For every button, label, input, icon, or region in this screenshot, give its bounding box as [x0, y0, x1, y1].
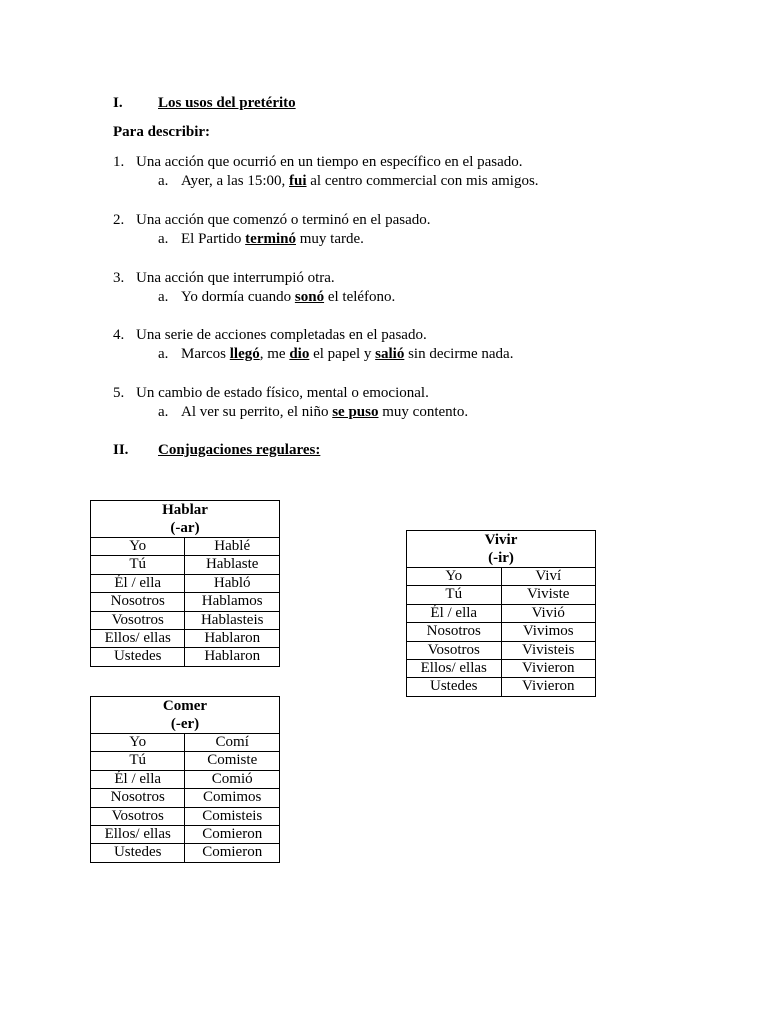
conjugation-cell: Comiste [185, 752, 280, 770]
conjugation-cell: Comisteis [185, 807, 280, 825]
item-number: 1. [113, 154, 125, 170]
verb-ending: (-ir) [488, 550, 514, 566]
conjugation-cell: Comió [185, 770, 280, 788]
preterite-verb: se puso [332, 404, 379, 420]
section1-title: Los usos del pretérito [158, 95, 296, 111]
pronoun-cell: Tú [407, 586, 502, 604]
conjugation-cell: Viví [501, 568, 596, 586]
pronoun-cell: Nosotros [91, 593, 185, 611]
vivir-conjugation-table [406, 530, 596, 697]
table-row [91, 752, 280, 770]
conjugation-cell: Hablé [185, 538, 280, 556]
table-row [407, 568, 596, 586]
example-sentence [181, 403, 468, 421]
preterite-verb: dio [289, 346, 310, 362]
preterite-verb: sonó [294, 289, 325, 305]
table-row [91, 556, 280, 574]
conjugation-cell: Comí [185, 734, 280, 752]
item-text: Una serie de acciones completadas en el pasado. [136, 327, 427, 343]
verb-name: Comer [162, 698, 208, 714]
pronoun-cell: Vosotros [407, 641, 502, 659]
preterite-verb: llegó [229, 346, 260, 362]
example-text: Al ver su perrito, el niño [181, 404, 333, 420]
preterite-verb: fui [289, 173, 307, 189]
section2-number: II. [113, 442, 129, 458]
example-sentence [181, 230, 364, 248]
example-sentence [181, 288, 395, 306]
example-text: muy tarde. [296, 231, 364, 247]
pronoun-cell: Vosotros [91, 611, 185, 629]
pronoun-cell: Ustedes [91, 648, 185, 666]
table-row [407, 678, 596, 696]
item-text: Una acción que comenzó o terminó en el pasado. [136, 212, 431, 228]
conjugation-cell: Vivimos [501, 623, 596, 641]
pronoun-cell: Nosotros [91, 789, 185, 807]
section1-number: I. [113, 95, 123, 111]
table-header [407, 531, 596, 568]
item-text: Una acción que ocurrió en un tiempo en específico en el pasado. [136, 154, 523, 170]
example-text: muy contento. [378, 404, 469, 420]
comer-conjugation-table [90, 696, 280, 863]
conjugation-cell: Vivió [501, 604, 596, 622]
pronoun-cell: Yo [91, 538, 185, 556]
conjugation-cell: Comieron [185, 826, 280, 844]
conjugation-cell: Viviste [501, 586, 596, 604]
example-letter: a. [158, 289, 169, 305]
conjugation-cell: Hablaron [185, 648, 280, 666]
pronoun-cell: Ellos/ ellas [91, 630, 185, 648]
example-text: Yo dormía cuando [181, 289, 295, 305]
verb-name: Vivir [484, 532, 518, 548]
verb-ending: (-er) [170, 716, 200, 732]
example-text: sin decirme nada. [404, 346, 514, 362]
pronoun-cell: Él / ella [91, 770, 185, 788]
table-row [407, 660, 596, 678]
table-row [407, 623, 596, 641]
pronoun-cell: Ellos/ ellas [91, 826, 185, 844]
pronoun-cell: Tú [91, 752, 185, 770]
conjugation-cell: Comieron [185, 844, 280, 862]
item-text: Un cambio de estado físico, mental o emocional. [136, 385, 429, 401]
table-header [91, 501, 280, 538]
pronoun-cell: Ustedes [407, 678, 502, 696]
item-number: 5. [113, 385, 125, 401]
example-sentence [181, 345, 513, 363]
verb-name: Hablar [162, 502, 208, 518]
conjugation-cell: Comimos [185, 789, 280, 807]
example-text: el papel y [309, 346, 376, 362]
example-text: El Partido [181, 231, 246, 247]
item-number: 2. [113, 212, 125, 228]
table-row [91, 844, 280, 862]
table-row [91, 770, 280, 788]
pronoun-cell: Yo [407, 568, 502, 586]
example-text: el teléfono. [324, 289, 396, 305]
table-row [91, 630, 280, 648]
pronoun-cell: Ustedes [91, 844, 185, 862]
pronoun-cell: Él / ella [91, 574, 185, 592]
example-letter: a. [158, 173, 169, 189]
table-row [91, 574, 280, 592]
pronoun-cell: Él / ella [407, 604, 502, 622]
pronoun-cell: Vosotros [91, 807, 185, 825]
pronoun-cell: Yo [91, 734, 185, 752]
conjugation-cell: Habló [185, 574, 280, 592]
example-letter: a. [158, 346, 169, 362]
hablar-conjugation-table [90, 500, 280, 667]
table-row [91, 826, 280, 844]
table-row [407, 641, 596, 659]
preterite-verb: salió [375, 346, 405, 362]
pronoun-cell: Tú [91, 556, 185, 574]
example-letter: a. [158, 404, 169, 420]
pronoun-cell: Ellos/ ellas [407, 660, 502, 678]
item-number: 3. [113, 270, 125, 286]
table-row [91, 593, 280, 611]
table-row [407, 604, 596, 622]
table-row [407, 586, 596, 604]
table-row [91, 789, 280, 807]
table-row [91, 807, 280, 825]
subheading: Para describir: [113, 124, 211, 140]
conjugation-cell: Vivieron [501, 678, 596, 696]
item-text: Una acción que interrumpió otra. [136, 270, 335, 286]
section2-title: Conjugaciones regulares: [158, 442, 321, 458]
conjugation-cell: Vivisteis [501, 641, 596, 659]
conjugation-cell: Hablaron [185, 630, 280, 648]
table-header [91, 697, 280, 734]
verb-ending: (-ar) [170, 520, 200, 536]
item-number: 4. [113, 327, 125, 343]
example-text: Ayer, a las 15:00, [181, 173, 289, 189]
conjugation-cell: Vivieron [501, 660, 596, 678]
preterite-verb: terminó [245, 231, 296, 247]
table-row [91, 611, 280, 629]
table-row [91, 734, 280, 752]
conjugation-cell: Hablasteis [185, 611, 280, 629]
conjugation-cell: Hablamos [185, 593, 280, 611]
example-letter: a. [158, 231, 169, 247]
conjugation-cell: Hablaste [185, 556, 280, 574]
example-text: , me [259, 346, 290, 362]
table-row [91, 648, 280, 666]
example-sentence [181, 172, 539, 190]
pronoun-cell: Nosotros [407, 623, 502, 641]
example-text: Marcos [181, 346, 230, 362]
table-row [91, 538, 280, 556]
example-text: al centro commercial con mis amigos. [306, 173, 539, 189]
